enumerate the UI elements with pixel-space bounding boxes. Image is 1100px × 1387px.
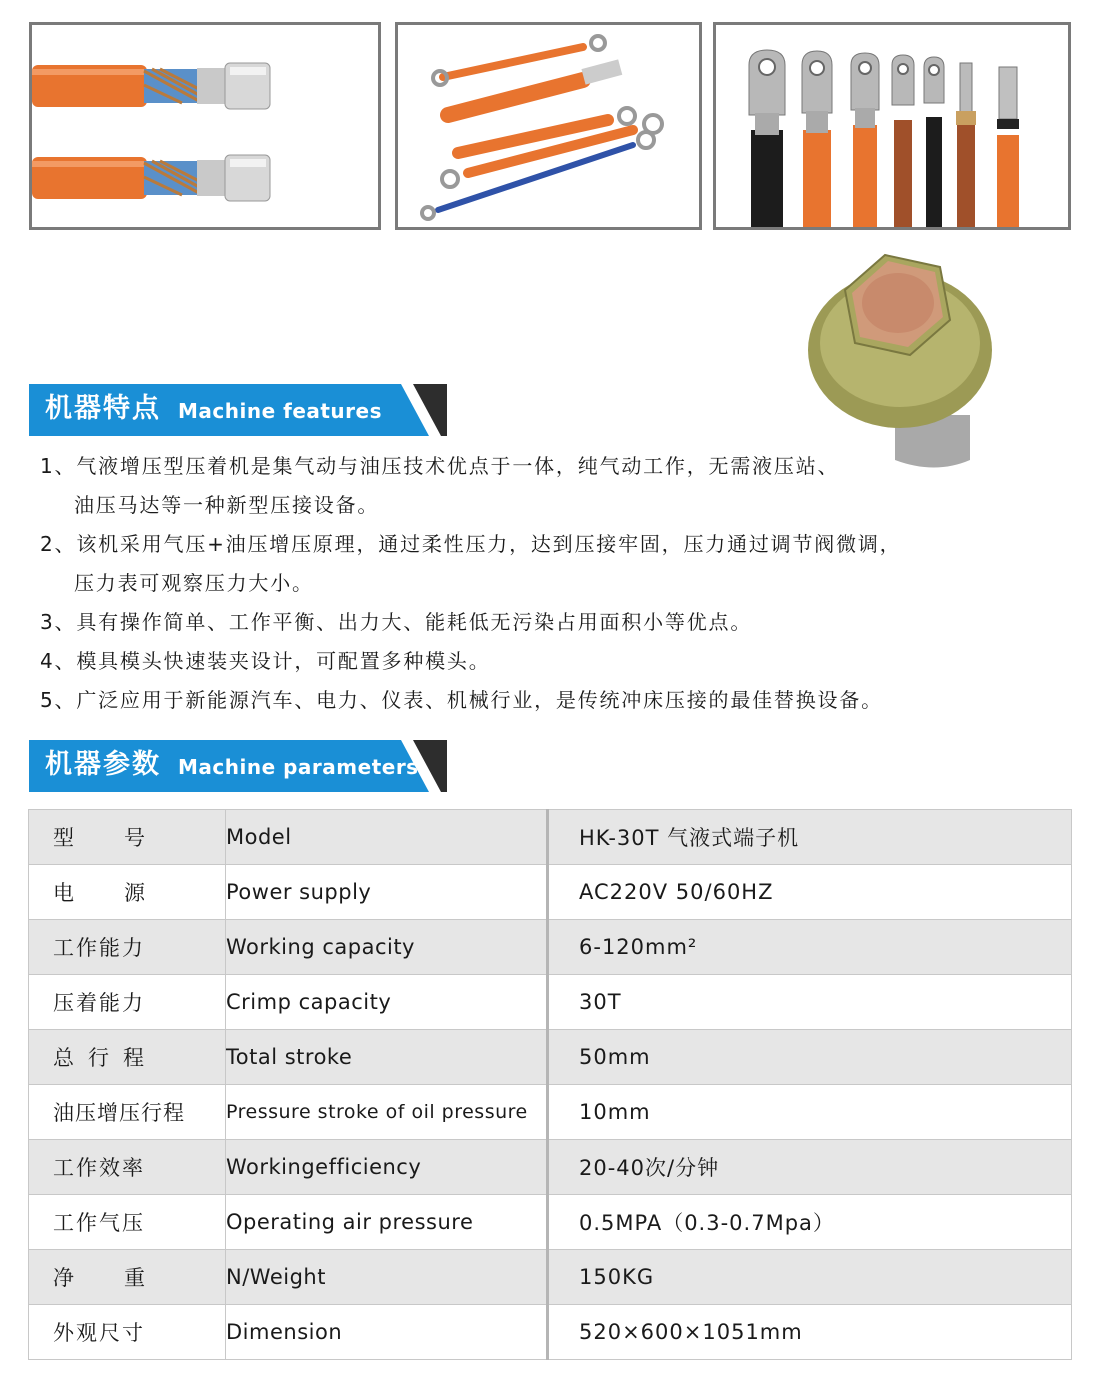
table-row	[29, 1195, 1072, 1250]
feature-item-1-continued: 油压马达等一种新型压接设备。	[74, 493, 380, 517]
param-value: 20-40次/分钟	[548, 1140, 1072, 1195]
table-row	[29, 1305, 1072, 1360]
cable-shielded-photo	[32, 25, 378, 227]
feature-item-3: 3、具有操作简单、工作平衡、出力大、能耗低无污染占用面积小等优点。	[40, 610, 753, 634]
param-label-zh: 油压增压行程	[29, 1085, 226, 1140]
param-label-zh: 总行程	[29, 1030, 226, 1085]
param-label-en: N/Weight	[226, 1250, 548, 1305]
table-row	[29, 975, 1072, 1030]
param-value: 10mm	[548, 1085, 1072, 1140]
cable-assembly-photo	[398, 25, 699, 227]
table-row	[29, 1140, 1072, 1195]
machine-features-banner	[29, 384, 449, 436]
param-value: 520×600×1051mm	[548, 1305, 1072, 1360]
hex-crimp-die-image	[800, 245, 1005, 475]
param-value: 150KG	[548, 1250, 1072, 1305]
cable-lugs-photo	[716, 25, 1068, 227]
param-label-en: Operating air pressure	[226, 1195, 548, 1250]
param-label-zh: 电源	[29, 865, 226, 920]
param-label-en: Crimp capacity	[226, 975, 548, 1030]
table-row	[29, 865, 1072, 920]
param-value: AC220V 50/60HZ	[548, 865, 1072, 920]
param-label-zh: 外观尺寸	[29, 1305, 226, 1360]
table-row	[29, 1085, 1072, 1140]
machine-parameters-banner	[29, 740, 449, 792]
feature-item-4: 4、模具模头快速装夹设计，可配置多种模头。	[40, 649, 491, 673]
parameters-title-en: Machine parameters	[178, 755, 419, 779]
param-label-zh: 工作能力	[29, 920, 226, 975]
table-row	[29, 920, 1072, 975]
param-label-zh: 型号	[29, 810, 226, 865]
photo-shielded-cables	[29, 22, 381, 230]
photo-terminal-lugs	[713, 22, 1071, 230]
param-label-en: Model	[226, 810, 548, 865]
param-value: HK-30T 气液式端子机	[548, 810, 1072, 865]
parameters-title-zh: 机器参数	[45, 749, 161, 780]
param-label-zh: 工作气压	[29, 1195, 226, 1250]
param-value: 30T	[548, 975, 1072, 1030]
param-label-en: Dimension	[226, 1305, 548, 1360]
param-value: 6-120mm²	[548, 920, 1072, 975]
shielded-cable-bottom	[32, 155, 270, 201]
photo-cable-assemblies	[395, 22, 702, 230]
table-row	[29, 1030, 1072, 1085]
hex-crimp-die-photo	[800, 245, 1005, 475]
param-value: 0.5MPA（0.3-0.7Mpa）	[548, 1195, 1072, 1250]
feature-item-1: 1、气液增压型压着机是集气动与油压技术优点于一体，纯气动工作，无需液压站、	[40, 454, 840, 478]
table-row	[29, 810, 1072, 865]
param-label-zh: 工作效率	[29, 1140, 226, 1195]
param-label-zh: 净重	[29, 1250, 226, 1305]
param-label-en: Working capacity	[226, 920, 548, 975]
feature-item-2-continued: 压力表可观察压力大小。	[74, 571, 314, 595]
features-list	[40, 447, 1000, 720]
shielded-cable-top	[32, 63, 270, 109]
table-row	[29, 1250, 1072, 1305]
param-value: 50mm	[548, 1030, 1072, 1085]
param-label-en: Total stroke	[226, 1030, 548, 1085]
features-title-zh: 机器特点	[45, 393, 161, 424]
feature-item-2: 2、该机采用气压+油压增压原理，通过柔性压力，达到压接牢固，压力通过调节阀微调，	[40, 532, 902, 556]
param-label-en: Pressure stroke of oil pressure	[226, 1085, 548, 1140]
param-label-en: Power supply	[226, 865, 548, 920]
feature-item-5: 5、广泛应用于新能源汽车、电力、仪表、机械行业，是传统冲床压接的最佳替换设备。	[40, 688, 883, 712]
parameters-table	[28, 809, 1072, 1360]
param-label-en: Workingefficiency	[226, 1140, 548, 1195]
features-title-en: Machine features	[178, 399, 383, 423]
param-label-zh: 压着能力	[29, 975, 226, 1030]
